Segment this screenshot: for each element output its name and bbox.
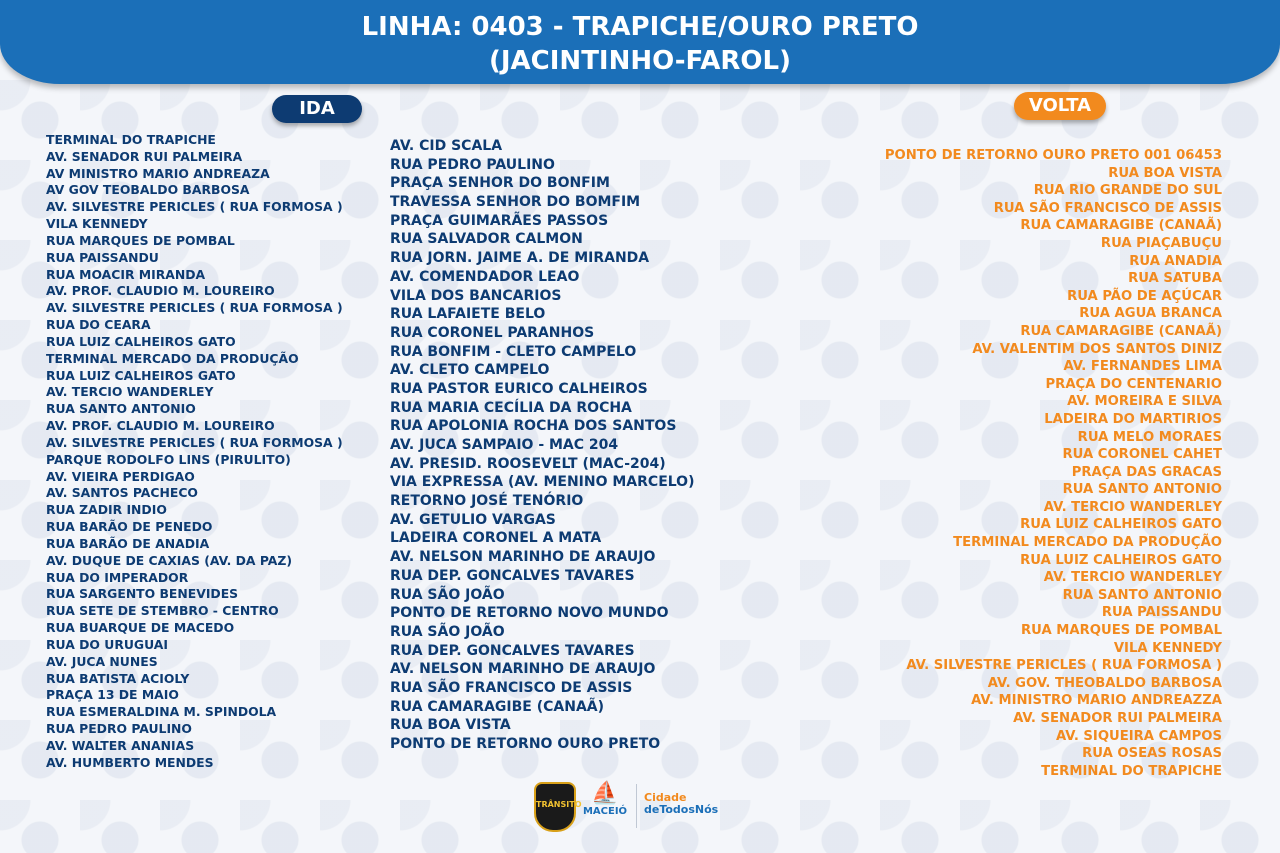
volta-street-item: RUA LUIZ CALHEIROS GATO xyxy=(1020,517,1222,533)
ida-street-item: RUA APOLONIA ROCHA DOS SANTOS xyxy=(390,418,677,435)
ida-street-item: VIA EXPRESSA (AV. MENINO MARCELO) xyxy=(390,474,695,491)
ida-street-item: RUA CORONEL PARANHOS xyxy=(390,324,595,341)
ida-list-col1 xyxy=(46,132,343,771)
ida-street-item: RUA PEDRO PAULINO xyxy=(390,156,555,173)
volta-street-item: RUA SÃO FRANCISCO DE ASSIS xyxy=(993,200,1222,216)
ida-street-item: PRAÇA GUIMARÃES PASSOS xyxy=(390,212,609,229)
volta-street-item: AV. SILVESTRE PERICLES ( RUA FORMOSA ) xyxy=(906,658,1222,674)
volta-street-item: RUA CAMARAGIBE (CANAÃ) xyxy=(1020,323,1222,339)
volta-street-item: RUA MARQUES DE POMBAL xyxy=(1021,623,1222,639)
ida-street-item: AV. JUCA SAMPAIO - MAC 204 xyxy=(390,437,619,453)
ida-street-item: RUA LUIZ CALHEIROS GATO xyxy=(46,367,236,383)
ida-street-item: TERMINAL DO TRAPICHE xyxy=(46,132,216,147)
footer-logos xyxy=(530,780,730,832)
ida-street-item: TERMINAL MERCADO DA PRODUÇÃO xyxy=(46,350,299,366)
ida-street-item: AV. NELSON MARINHO DE ARAUJO xyxy=(390,661,656,678)
volta-street-item: RUA SANTO ANTONIO xyxy=(1062,587,1222,603)
volta-street-item: RUA AGUA BRANCA xyxy=(1079,306,1222,322)
ida-street-item: AV. SANTOS PACHECO xyxy=(46,485,198,501)
ida-street-item: AV. CLETO CAMPELO xyxy=(390,362,550,379)
ida-street-item: RUA SÃO JOÃO xyxy=(390,623,505,640)
ida-list-col2 xyxy=(390,137,695,754)
volta-street-item: RUA MELO MORAES xyxy=(1077,429,1222,445)
volta-street-item: PRAÇA DAS GRACAS xyxy=(1071,464,1222,480)
volta-street-item: TERMINAL MERCADO DA PRODUÇÃO xyxy=(953,535,1222,551)
logo-divider xyxy=(636,784,637,828)
ida-street-item: AV. PROF. CLAUDIO M. LOUREIRO xyxy=(46,418,275,434)
ida-label: IDA xyxy=(272,95,362,123)
ida-street-item: RETORNO JOSÉ TENÓRIO xyxy=(390,493,584,510)
ida-street-item: AV. SILVESTRE PERICLES ( RUA FORMOSA ) xyxy=(46,300,343,316)
volta-street-item: AV. VALENTIM DOS SANTOS DINIZ xyxy=(972,341,1222,357)
volta-street-item: AV. SENADOR RUI PALMEIRA xyxy=(1013,711,1222,726)
volta-street-item: AV. TERCIO WANDERLEY xyxy=(1043,570,1222,586)
ida-street-item: RUA MOACIR MIRANDA xyxy=(46,266,206,282)
volta-street-item: AV. SIQUEIRA CAMPOS xyxy=(1056,728,1222,744)
ida-street-item: AV. PRESID. ROOSEVELT (MAC-204) xyxy=(390,455,666,472)
volta-street-item: RUA BOA VISTA xyxy=(1108,165,1222,181)
ida-street-item: AV. PROF. CLAUDIO M. LOUREIRO xyxy=(46,283,275,299)
ida-street-item: RUA LAFAIETE BELO xyxy=(390,306,546,323)
volta-street-item: PONTO DE RETORNO OURO PRETO 001 06453 xyxy=(884,148,1222,163)
volta-street-item: AV. FERNANDES LIMA xyxy=(1063,359,1222,375)
ida-street-item: AV. SENADOR RUI PALMEIRA xyxy=(46,148,243,164)
ida-street-item: RUA PASTOR EURICO CALHEIROS xyxy=(390,380,648,397)
volta-list xyxy=(885,147,1222,780)
volta-street-item: RUA SATUBA xyxy=(1128,271,1222,287)
ida-street-item: RUA BARÃO DE ANADIA xyxy=(46,535,210,551)
ida-street-item: LADEIRA CORONEL A MATA xyxy=(390,530,602,547)
ida-street-item: RUA MARIA CECÍLIA DA ROCHA xyxy=(390,399,632,416)
ida-street-item: AV. SILVESTRE PERICLES ( RUA FORMOSA ) xyxy=(46,199,343,215)
volta-street-item: RUA LUIZ CALHEIROS GATO xyxy=(1020,552,1222,568)
ida-street-item: PRAÇA SENHOR DO BONFIM xyxy=(390,175,610,192)
ida-street-item: RUA SANTO ANTONIO xyxy=(46,401,196,417)
ida-street-item: RUA ZADIR INDIO xyxy=(46,502,167,518)
volta-street-item: LADEIRA DO MARTIRIOS xyxy=(1044,411,1222,427)
ida-street-item: VILA KENNEDY xyxy=(46,216,148,232)
ida-street-item: AV. TERCIO WANDERLEY xyxy=(46,384,214,400)
volta-street-item: RUA PAISSANDU xyxy=(1101,605,1222,621)
ida-street-item: AV. SILVESTRE PERICLES ( RUA FORMOSA ) xyxy=(46,434,343,450)
ida-street-item: RUA SÃO JOÃO xyxy=(390,586,505,603)
volta-street-item: AV. MOREIRA E SILVA xyxy=(1067,394,1222,410)
ida-street-item: RUA BARÃO DE PENEDO xyxy=(46,519,213,535)
line-title: LINHA: 0403 - TRAPICHE/OURO PRETO xyxy=(361,12,919,42)
ida-street-item: RUA MARQUES DE POMBAL xyxy=(46,232,235,248)
volta-street-item: TERMINAL DO TRAPICHE xyxy=(1041,763,1222,779)
ida-street-item: RUA ESMERALDINA M. SPINDOLA xyxy=(46,704,277,720)
ida-street-item: RUA DO IMPERADOR xyxy=(46,569,189,585)
ida-street-item: TRAVESSA SENHOR DO BOMFIM xyxy=(390,194,641,211)
ida-street-item: AV. JUCA NUNES xyxy=(46,653,158,669)
cidade-logo-line2: deTodosNós xyxy=(644,803,719,816)
volta-street-item: AV. MINISTRO MARIO ANDREAZZA xyxy=(971,693,1222,709)
ida-street-item: AV. COMENDADOR LEAO xyxy=(390,268,580,285)
ida-street-item: AV MINISTRO MARIO ANDREAZA xyxy=(46,165,270,181)
ida-street-item: RUA BOA VISTA xyxy=(390,717,511,734)
ida-street-item: RUA SÃO FRANCISCO DE ASSIS xyxy=(390,679,633,696)
prefeitura-logo xyxy=(580,782,630,830)
ida-street-item: VILA DOS BANCARIOS xyxy=(390,287,562,304)
volta-street-item: PRAÇA DO CENTENARIO xyxy=(1045,376,1222,392)
ida-street-item: RUA BATISTA ACIOLY xyxy=(46,670,190,686)
ida-street-item: RUA BONFIM - CLETO CAMPELO xyxy=(390,343,637,360)
volta-street-item: AV. GOV. THEOBALDO BARBOSA xyxy=(987,675,1222,691)
volta-street-item: RUA SANTO ANTONIO xyxy=(1062,482,1222,498)
volta-street-item: RUA RIO GRANDE DO SUL xyxy=(1033,183,1222,199)
sail-icon: ⛵ xyxy=(591,781,619,806)
volta-street-item: RUA PÃO DE AÇÚCAR xyxy=(1067,288,1222,304)
ida-street-item: AV. DUQUE DE CAXIAS (AV. DA PAZ) xyxy=(46,552,293,568)
ida-street-item: AV. CID SCALA xyxy=(390,138,503,154)
volta-street-item: AV. TERCIO WANDERLEY xyxy=(1043,499,1222,515)
volta-street-item: RUA PIAÇABUÇU xyxy=(1100,235,1222,251)
ida-street-item: AV. WALTER ANANIAS xyxy=(46,737,195,753)
ida-street-item: AV. HUMBERTO MENDES xyxy=(46,754,214,770)
page-header xyxy=(0,0,1280,84)
ida-street-item: PRAÇA 13 DE MAIO xyxy=(46,687,179,703)
ida-street-item: RUA DEP. GONCALVES TAVARES xyxy=(390,642,635,659)
ida-street-item: AV. NELSON MARINHO DE ARAUJO xyxy=(390,549,656,566)
transito-badge-icon: TRÂNSITO xyxy=(534,782,576,832)
volta-street-item: RUA CAMARAGIBE (CANAÃ) xyxy=(1020,218,1222,234)
ida-street-item: RUA SALVADOR CALMON xyxy=(390,231,583,248)
cidade-logo xyxy=(644,792,718,816)
volta-street-item: RUA ANADIA xyxy=(1129,253,1222,269)
ida-street-item: RUA DEP. GONCALVES TAVARES xyxy=(390,567,635,584)
ida-street-item: PARQUE RODOLFO LINS (PIRULITO) xyxy=(46,451,291,467)
ida-street-item: RUA JORN. JAIME A. DE MIRANDA xyxy=(390,250,650,267)
ida-street-item: RUA SETE DE STEMBRO - CENTRO xyxy=(46,603,279,619)
volta-street-item: RUA OSEAS ROSAS xyxy=(1082,746,1222,762)
volta-label: VOLTA xyxy=(1014,92,1106,120)
volta-street-item: RUA CORONEL CAHET xyxy=(1062,447,1222,463)
cidade-logo-line1: Cidade xyxy=(644,791,687,804)
ida-street-item: RUA BUARQUE DE MACEDO xyxy=(46,620,235,636)
ida-street-item: RUA LUIZ CALHEIROS GATO xyxy=(46,333,236,349)
ida-street-item: PONTO DE RETORNO NOVO MUNDO xyxy=(390,605,669,622)
ida-street-item: AV. GETULIO VARGAS xyxy=(390,511,556,528)
ida-street-item: AV. VIEIRA PERDIGAO xyxy=(46,468,195,484)
ida-street-item: PONTO DE RETORNO OURO PRETO xyxy=(390,736,661,752)
ida-street-item: RUA PEDRO PAULINO xyxy=(46,720,192,736)
ida-street-item: RUA PAISSANDU xyxy=(46,249,159,265)
ida-street-item: RUA CAMARAGIBE (CANAÃ) xyxy=(390,698,605,715)
ida-street-item: RUA SARGENTO BENEVIDES xyxy=(46,586,239,602)
line-subtitle: (JACINTINHO-FAROL) xyxy=(489,46,791,76)
ida-street-item: AV GOV TEOBALDO BARBOSA xyxy=(46,182,250,198)
ida-street-item: RUA DO URUGUAI xyxy=(46,636,168,652)
volta-street-item: VILA KENNEDY xyxy=(1113,640,1222,656)
prefeitura-name: MACEIÓ xyxy=(582,806,628,817)
ida-street-item: RUA DO CEARA xyxy=(46,317,151,333)
